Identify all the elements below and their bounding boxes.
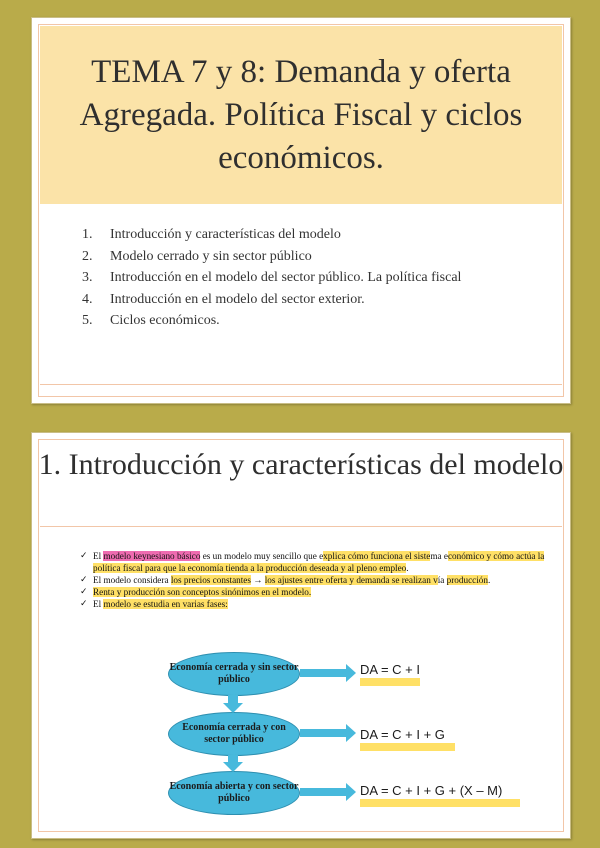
agenda-item — [82, 267, 461, 289]
stage-node-closed-no-public — [168, 652, 300, 696]
formula-da — [360, 727, 445, 742]
stage-label: Economía cerrada y con sector público — [182, 722, 286, 745]
bullet-list — [80, 550, 545, 610]
agenda-list — [82, 224, 461, 332]
bullet-item — [80, 598, 545, 610]
formula-text: DA = C + I — [360, 662, 420, 677]
agenda-item-number: 5. — [82, 313, 93, 328]
slide-title: 1. Introducción y características del modelo — [38, 448, 564, 481]
slide-frame — [38, 439, 564, 832]
highlight-underline — [360, 743, 455, 751]
highlighted-text: xplica cómo funciona el siste — [323, 551, 431, 561]
agenda-item — [82, 224, 461, 246]
bullet-text: ma e — [430, 551, 448, 561]
formula-da — [360, 662, 420, 677]
bullet-text: . — [487, 575, 491, 585]
right-arrow-icon — [300, 669, 346, 677]
highlighted-text: modelo keynesiano básico — [103, 551, 201, 561]
agenda-item-text: Ciclos económicos. — [110, 313, 220, 328]
divider — [40, 526, 562, 527]
bullet-text: → — [250, 575, 265, 585]
title-band — [40, 26, 562, 204]
stage-node-closed-public — [168, 712, 300, 756]
down-arrow-icon — [228, 755, 238, 762]
bullet-text: El modelo considera — [93, 575, 171, 585]
slide-2 — [31, 432, 571, 839]
agenda-item-number: 3. — [82, 270, 93, 285]
highlight-underline — [360, 678, 420, 686]
bullet-text: ía — [437, 575, 447, 585]
agenda-item-number: 2. — [82, 248, 93, 264]
agenda-item — [82, 289, 461, 311]
slide-1 — [31, 17, 571, 404]
slide-title: TEMA 7 y 8: Demanda y oferta Agregada. Política Fiscal y ciclos económicos. — [79, 53, 523, 176]
highlighted-text: Renta y producción son conceptos sinónimos en el modelo. — [93, 587, 312, 597]
agenda-item-text: Modelo cerrado y sin sector público — [110, 248, 312, 264]
divider — [40, 384, 562, 385]
agenda-item-number: 4. — [82, 291, 93, 307]
bullet-text: . — [406, 563, 409, 573]
highlighted-text: los precios constantes — [170, 575, 251, 585]
bullet-item — [80, 574, 545, 586]
stage-label: Economía cerrada y sin sector público — [169, 662, 299, 685]
bullet-text: El — [93, 599, 104, 609]
formula-text: DA = C + I + G + (X – M) — [360, 783, 503, 798]
agenda-item — [82, 246, 461, 268]
bullet-item — [80, 586, 545, 598]
down-arrow-icon — [228, 695, 238, 703]
right-arrow-icon — [300, 788, 346, 796]
formula-text: DA = C + I + G — [360, 727, 445, 742]
stage-label: Economía abierta y con sector público — [169, 781, 299, 804]
agenda-item-text: Introducción en el modelo del sector público. La política fiscal — [110, 270, 462, 285]
stage-node-open-public — [168, 771, 300, 815]
formula-da — [360, 783, 502, 798]
agenda-item-text: Introducción y características del modelo — [110, 227, 341, 242]
right-arrow-icon — [300, 729, 346, 737]
highlighted-text: conómico y cómo actúa la política fiscal para que la economía tienda a la producción deseada y al pleno empleo — [93, 551, 545, 573]
agenda-item-number: 1. — [82, 227, 93, 242]
agenda-item-text: Introducción en el modelo del sector exterior. — [110, 291, 365, 307]
highlighted-text: modelo se estudia en varias fases: — [103, 599, 228, 609]
bullet-text: es un modelo muy sencillo que e — [200, 551, 324, 561]
bullet-text: El — [93, 551, 104, 561]
highlight-underline — [360, 799, 520, 807]
bullet-item — [80, 550, 545, 574]
agenda-item — [82, 310, 461, 332]
highlighted-text: producción — [446, 575, 488, 585]
highlighted-text: los ajustes entre oferta y demanda se realizan v — [264, 575, 438, 585]
